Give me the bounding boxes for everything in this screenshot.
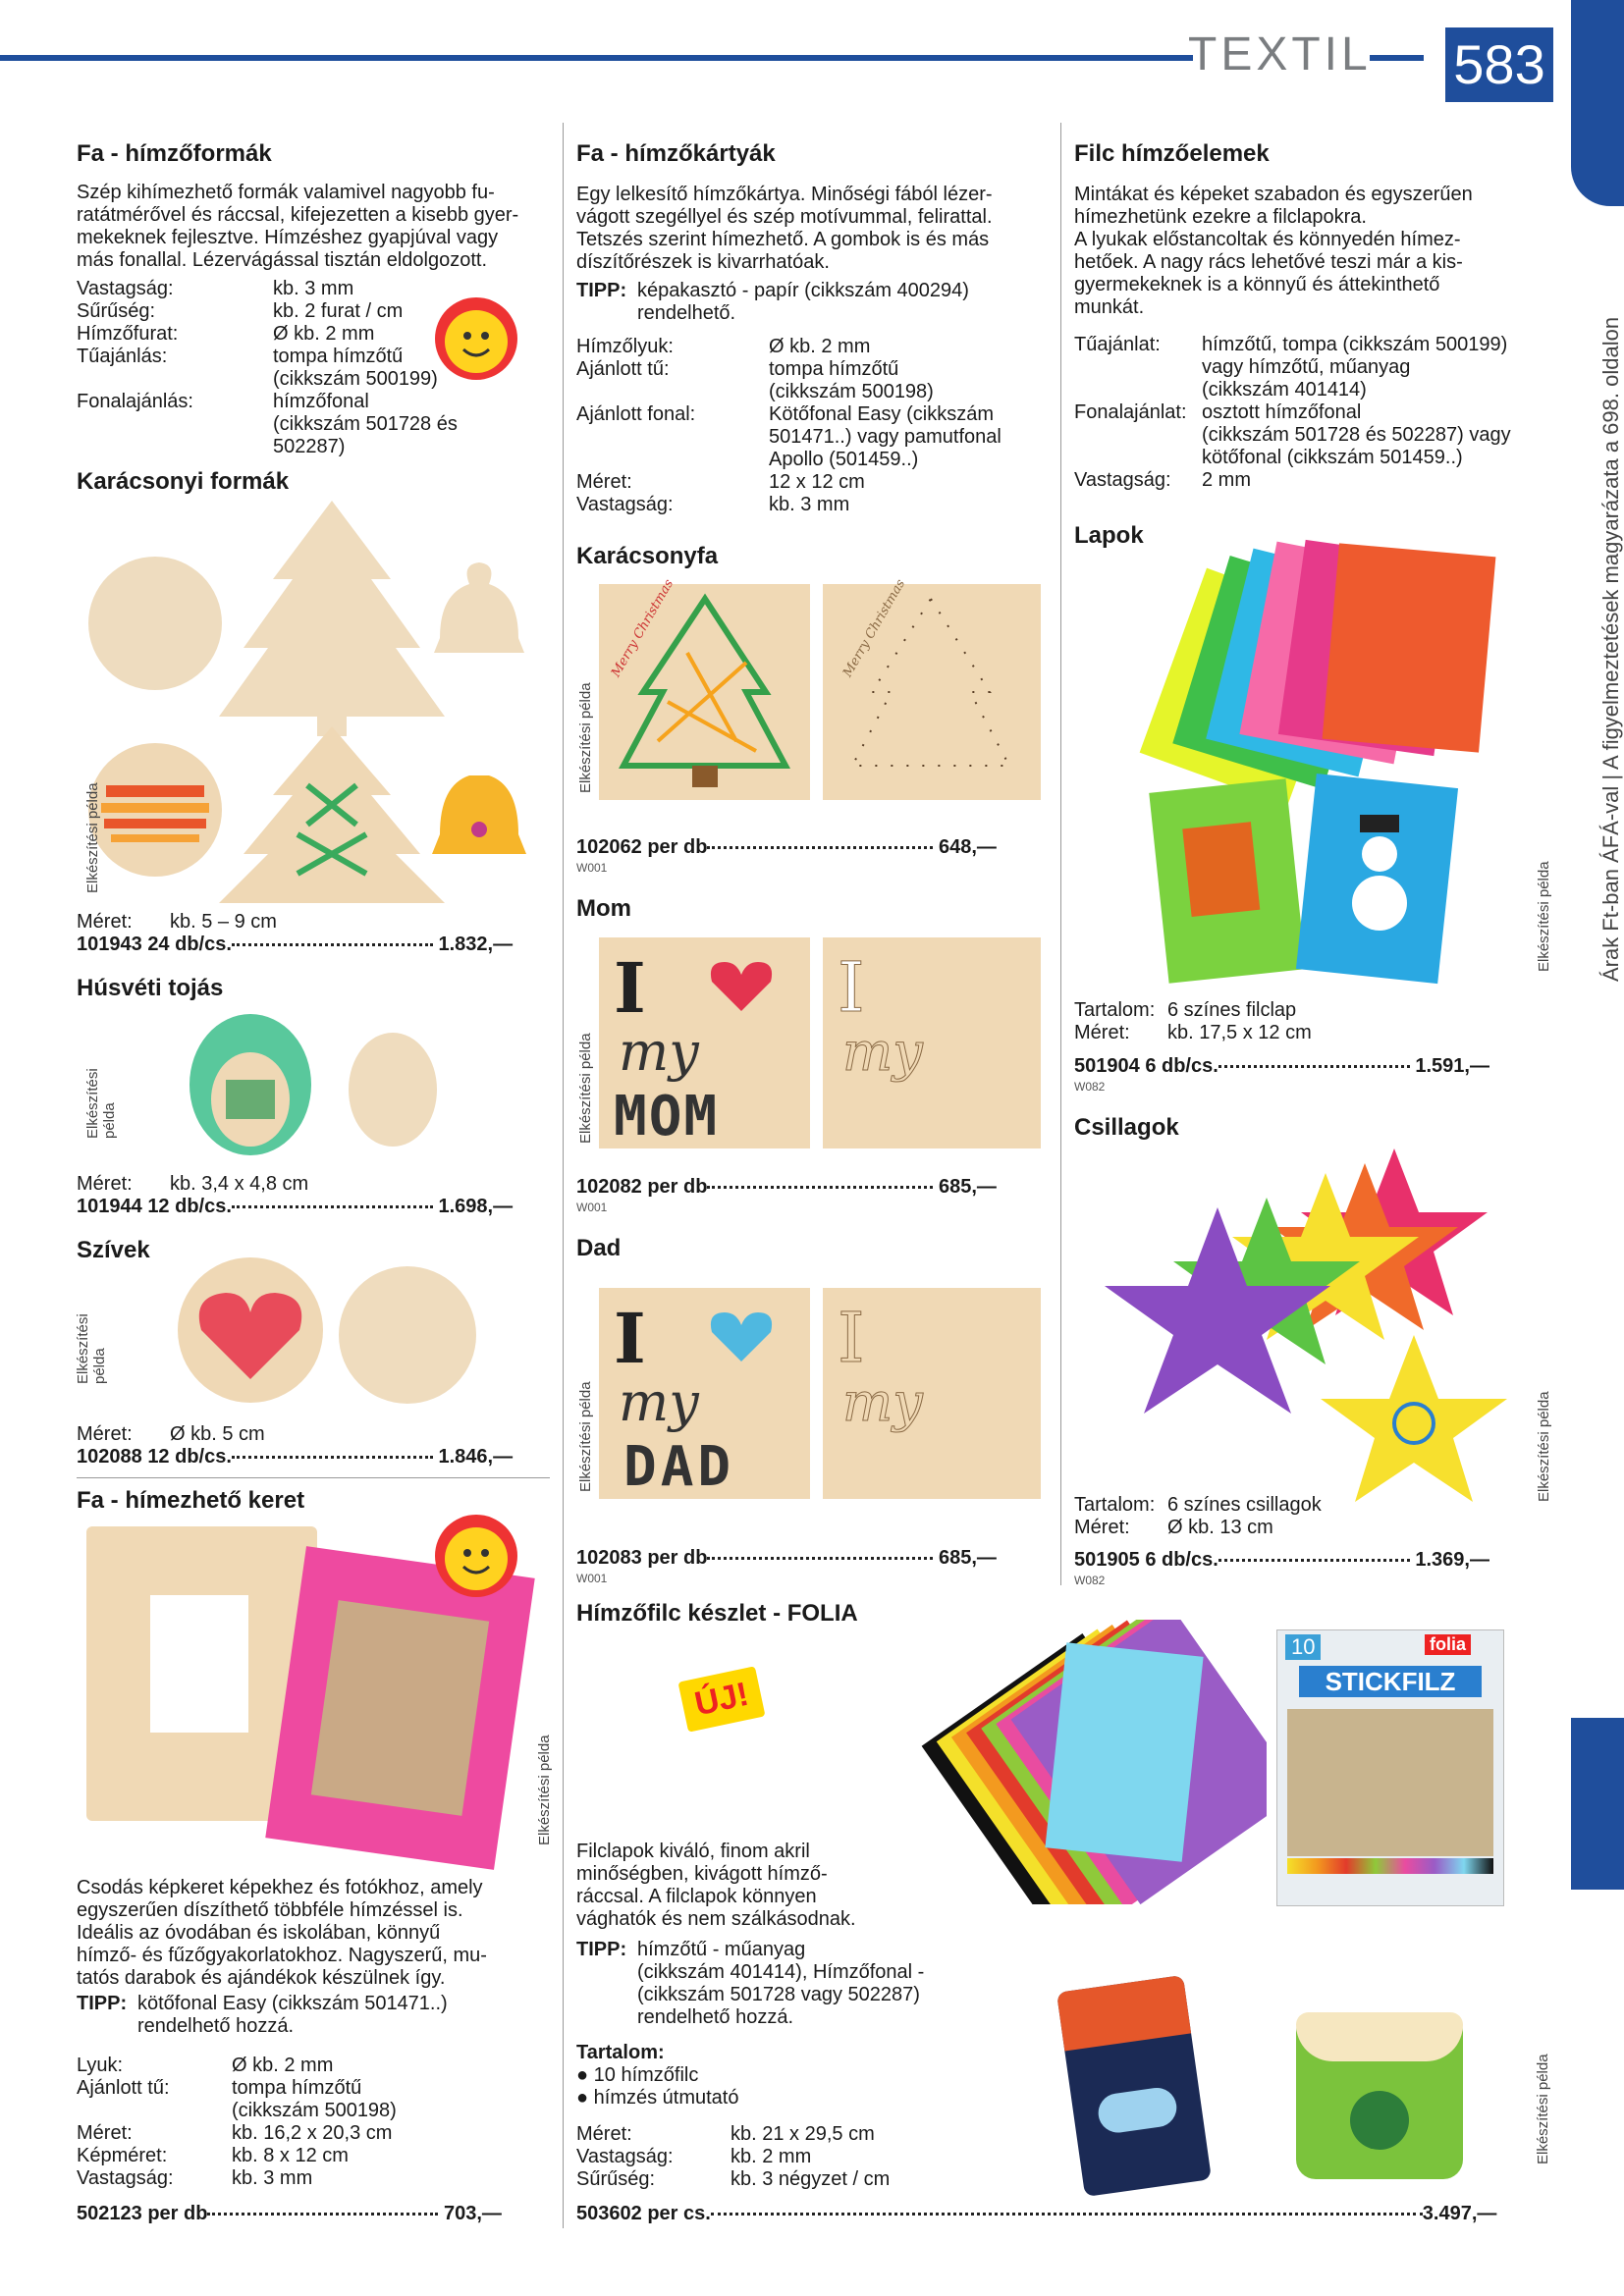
subsection-title: Dad [576,1235,622,1261]
page-tab-top [1571,0,1624,206]
section-title: Hímzőfilc készlet - FOLIA [576,1600,858,1627]
example-label: Elkészítési példa [536,1735,553,1845]
smiley-badge-icon [432,294,520,383]
subsection-title: Csillagok [1074,1114,1179,1141]
subsection-title: Húsvéti tojás [77,975,224,1001]
felt-stars-image [1070,1129,1551,1531]
contents-title: Tartalom: [576,2042,665,2063]
example-label: Elkészítési példa [1535,2054,1551,2164]
example-label: Elkészítési példa [577,1381,594,1492]
description: Szép kihímezhető formák valamivel nagyobb fu- ratátmérővel és ráccsal, kifejezetten a kisebb gyer- mekeknek fejlesztve. Hímzéshez gyapjúval vagy más fonallal. Lézervágással tisztán eldolgozott. [77,182,519,271]
price-row: 102088 12 db/cs. 1.846,— [77,1446,514,1468]
price-row: 102082 per db 685,— [576,1176,997,1198]
size-row: Méret: kb. 3,4 x 4,8 cm [77,1173,309,1195]
column-divider-2 [1060,123,1061,1585]
tree-card-stitched: Merry Christmas [599,584,810,800]
section-title: Fa - hímzőkártyák [576,140,776,167]
size-row: Méret: kb. 5 – 9 cm [77,911,277,933]
price-row: 102062 per db 648,— [576,836,997,858]
smiley-badge-icon [432,1512,520,1600]
folia-box-image: 10 folia STICKFILZ [1276,1629,1504,1906]
easter-eggs-image [187,1011,481,1158]
spec-list: Lyuk: Ø kb. 2 mm Ajánlott tű: tompa hímzőtű (cikkszám 500198) Méret: kb. 16,2 x 20,3 cm Képméret: kb. 8 x 12 cm Vastagság: kb. 3 mm [77,2055,397,2189]
example-label: Elkészítési példa [1536,1391,1552,1502]
subsection-title: Lapok [1074,522,1144,549]
felt-sheets-colored-image [1110,530,1522,991]
tree-card-blank: Merry Christmas [823,584,1041,800]
spec-list: Méret: kb. 21 x 29,5 cm Vastagság: kb. 2 mm Sűrűség: kb. 3 négyzet / cm [576,2123,891,2190]
dad-card-blank: I my [823,1288,1041,1499]
spec-list: Vastagság: kb. 3 mm Sűrűség: kb. 2 furat / cm Hímzőfurat: Ø kb. 2 mm Tűajánlás: tompa hímzőtű (cikkszám 500199) Fonalajánlás: hímzőfonal (cikkszám 501728 és 502287) [77,278,458,457]
subsection-title: Karácsonyi formák [77,468,290,495]
description: Egy lelkesítő hímzőkártya. Minőségi fából lézer- vágott szegéllyel és szép motívummal, felirattal. Tetszés szerint hímezhető. A gombok is és más díszítőrészek is kivarrhatóak. [576,184,993,273]
spec-list: Tűajánlat: hímzőtű, tompa (cikkszám 500199) vagy hímzőtű, műanyag (cikkszám 401414) Fonalajánlat: osztott hímzőfonal (cikkszám 501728 és 502287) vagy kötőfonal (cikkszám 501459..) Vastagság: 2 mm [1074,334,1511,491]
xmas-shapes-image [86,491,558,913]
example-label: Elkészítési példa [1536,861,1552,972]
side-note: Árak Ft-ban ÁFÁ-val | A figyelmeztetések magyarázata a 698. oldalon [1598,316,1623,982]
description: Csodás képkeret képekhez és fotókhoz, amely egyszerűen díszíthető többféle hímzéssel is. Ideális az óvodában és iskolában, könnyű hímző- és fűzőgyakorlatokhoz. Nagyszerű, mu- tatós darabok és ajándékok készülnek így. [77,1877,487,1989]
price-row: 501905 6 db/cs. 1.369,— [1074,1549,1489,1571]
phone-pouch-image [1056,1975,1212,2197]
description: Filclapok kiváló, finom akril minőségben, kivágott hímző- ráccsal. A filclapok könnyen vághatók és nem szálkásodnak. [576,1841,856,1930]
hearts-image [172,1252,486,1409]
warning-code: W082 [1074,1080,1106,1094]
example-label: Elkészítési példa [84,782,101,893]
page-tab-mid [1571,1718,1624,1890]
tip: TIPP: hímzőtű - műanyag (cikkszám 401414), Hímzőfonal - (cikkszám 501728 vagy 502287) rendelhető hozzá. [576,1939,925,2028]
description: Mintákat és képeket szabadon és egyszerűen hímezhetünk ezekre a filclapokra. A lyukak előstancoltak és könnyedén hímez- hetőek. A nagy rács lehetővé teszi már a kis- gyermekeknek is a könnyű és áttekinthető munkát. [1074,184,1473,318]
new-badge: ÚJ! [677,1666,765,1732]
example-label: Elkészítési példa [75,1313,108,1384]
warning-code: W001 [576,861,608,875]
tip: TIPP: képakasztó - papír (cikkszám 400294) rendelhető. [576,280,969,324]
subsection-title: Szívek [77,1237,150,1263]
section-divider [77,1477,550,1478]
dad-card-stitched: I my DAD [599,1288,810,1499]
size-row: Méret: Ø kb. 5 cm [77,1423,265,1445]
content-size: Tartalom: 6 színes csillagok Méret: Ø kb. 13 cm [1074,1494,1322,1538]
section-title: Filc hímzőelemek [1074,140,1270,167]
example-label: Elkészítési példa [577,1033,594,1144]
warning-code: W001 [576,1201,608,1214]
felt-sheets-image [884,1620,1267,1904]
page-number: 583 [1445,27,1553,102]
subsection-title: Karácsonyfa [576,543,719,569]
example-label: Elkészítési példa [577,682,594,793]
price-row: 101944 12 db/cs. 1.698,— [77,1196,514,1217]
section-title: Fa - hímezhető keret [77,1487,305,1514]
price-row: 502123 per db 703,— [77,2203,502,2224]
felt-box-image [1296,2012,1463,2179]
mom-card-blank: I my [823,937,1041,1148]
contents-list: ● 10 hímzőfilc ● hímzés útmutató [576,2064,739,2109]
column-divider-1 [563,123,564,2228]
header-rule-short [1370,55,1424,61]
warning-code: W001 [576,1572,608,1585]
price-row: 102083 per db 685,— [576,1547,997,1569]
tip: TIPP: kötőfonal Easy (cikkszám 501471..) rendelhető hozzá. [77,1993,448,2037]
example-label: Elkészítési példa [84,1068,118,1139]
price-row: 101943 24 db/cs. 1.832,— [77,934,514,955]
price-row: 501904 6 db/cs. 1.591,— [1074,1055,1489,1077]
content-size: Tartalom: 6 színes filclap Méret: kb. 17,5 x 12 cm [1074,999,1312,1043]
warning-code: W082 [1074,1574,1106,1587]
category-title: TEXTIL [1188,28,1372,80]
mom-card-stitched: I my MOM [599,937,810,1148]
spec-list: Hímzőlyuk: Ø kb. 2 mm Ajánlott tű: tompa hímzőtű (cikkszám 500198) Ajánlott fonal: Kötőfonal Easy (cikkszám 501471..) vagy pamutfonal Apollo (501459..) Méret: 12 x 12 cm Vastagság: kb. 3 mm [576,336,1001,515]
subsection-title: Mom [576,895,631,922]
header-rule [0,55,1193,61]
price-row: 503602 per cs. 3.497,— [576,2203,1497,2224]
section-title: Fa - hímzőformák [77,140,272,167]
